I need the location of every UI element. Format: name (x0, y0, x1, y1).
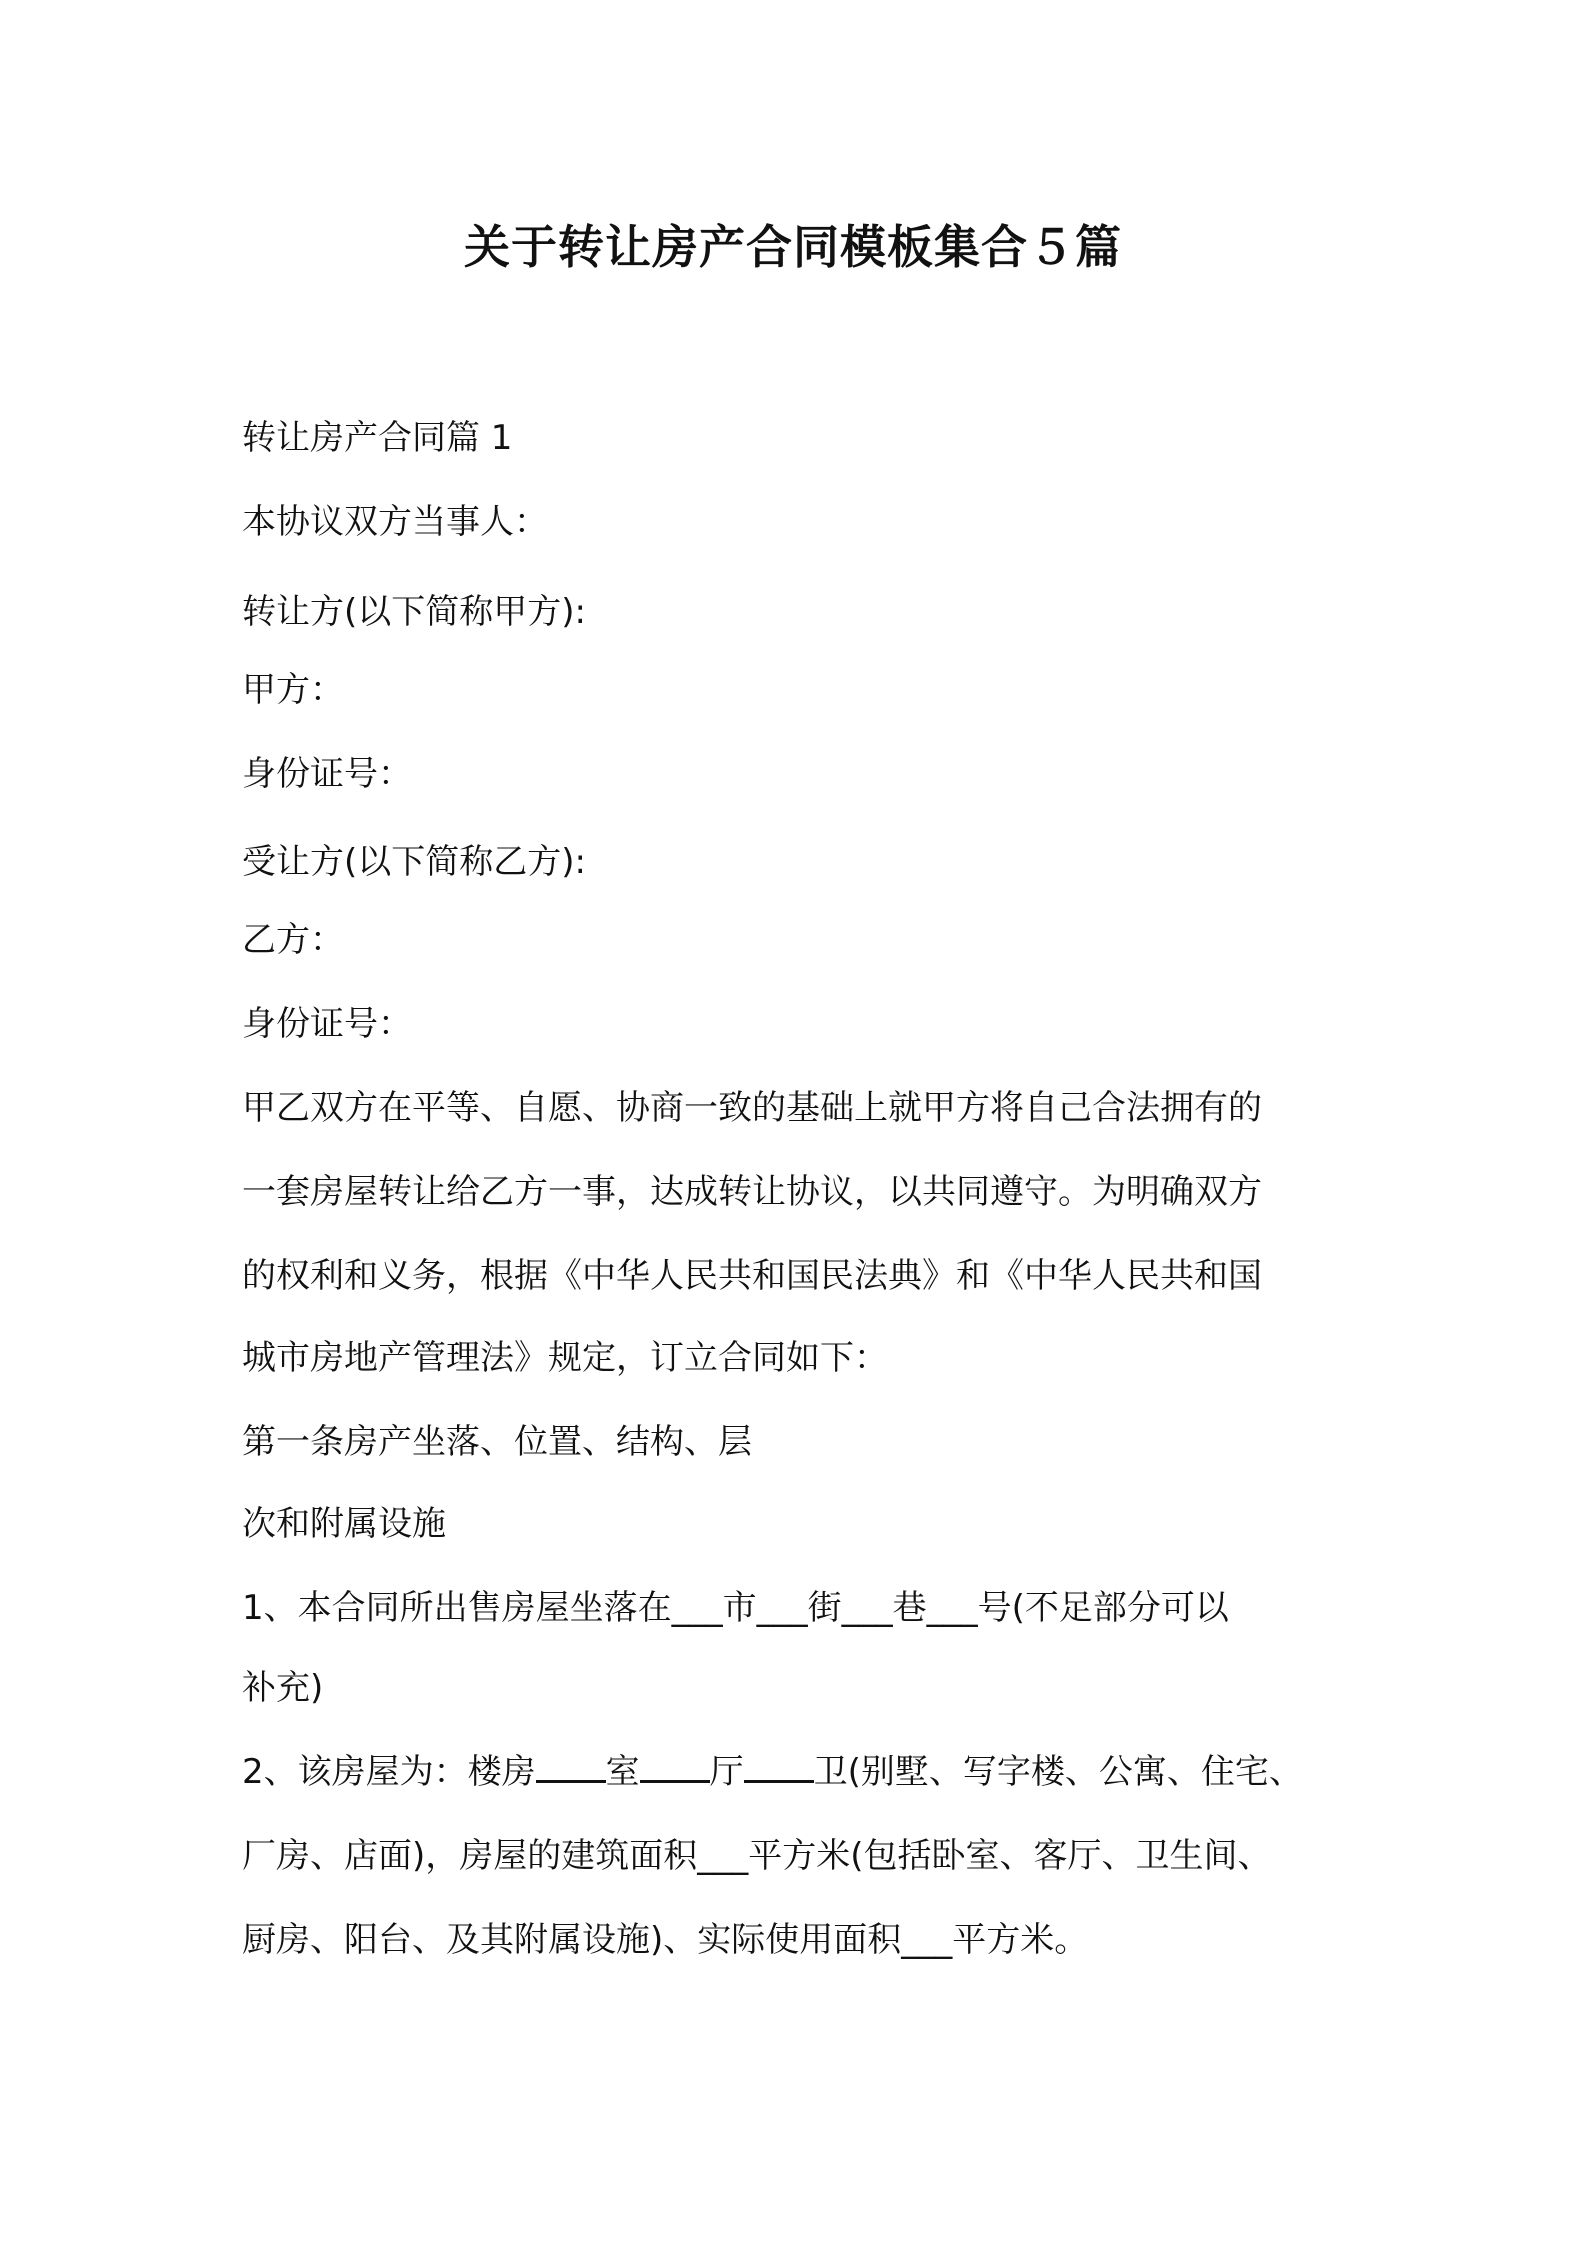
transferee-label: 受让方(以下简称乙方): (242, 842, 586, 882)
paragraph-line: 城市房地产管理法》规定，订立合同如下： (242, 1338, 888, 1378)
clause-2-line (242, 1748, 1372, 1796)
parties-intro: 本协议双方当事人： (242, 502, 548, 542)
section-heading: 转让房产合同篇 1 (242, 418, 513, 458)
paragraph-line: 一套房屋转让给乙方一事，达成转让协议，以共同遵守。为明确双方 (242, 1172, 1262, 1212)
party-b-label: 乙方： (242, 920, 344, 960)
article-heading: 第一条房产坐落、位置、结构、层 (242, 1422, 752, 1462)
clause-2-room: 室 (605, 1752, 640, 1792)
document-title: 关于转让房产合同模板集合５篇 (464, 220, 1122, 274)
blank-field (640, 1750, 710, 1783)
clause-2-hall: 厅 (709, 1752, 744, 1792)
clause-1-line: 1、本合同所出售房屋坐落在___市___街___巷___号(不足部分可以 (242, 1588, 1229, 1628)
clause-2-line: 厨房、阳台、及其附属设施)、实际使用面积___平方米。 (242, 1920, 1089, 1960)
clause-1-line: 补充) (242, 1668, 324, 1708)
transferor-label: 转让方(以下简称甲方): (242, 592, 586, 632)
party-b-id-label: 身份证号： (242, 1004, 412, 1044)
article-heading-cont: 次和附属设施 (242, 1504, 446, 1544)
paragraph-line: 甲乙双方在平等、自愿、协商一致的基础上就甲方将自己合法拥有的 (242, 1088, 1262, 1128)
blank-field (536, 1750, 606, 1783)
paragraph-line: 的权利和义务，根据《中华人民共和国民法典》和《中华人民共和国 (242, 1256, 1262, 1296)
clause-2-bath: 卫(别墅、写字楼、公寓、住宅、 (813, 1752, 1303, 1792)
clause-2-line: 厂房、店面)，房屋的建筑面积___平方米(包括卧室、客厅、卫生间、 (242, 1836, 1272, 1876)
clause-2-prefix: 2、该房屋为：楼房 (242, 1752, 536, 1792)
blank-field (744, 1750, 814, 1783)
party-a-label: 甲方： (242, 670, 344, 710)
party-a-id-label: 身份证号： (242, 754, 412, 794)
